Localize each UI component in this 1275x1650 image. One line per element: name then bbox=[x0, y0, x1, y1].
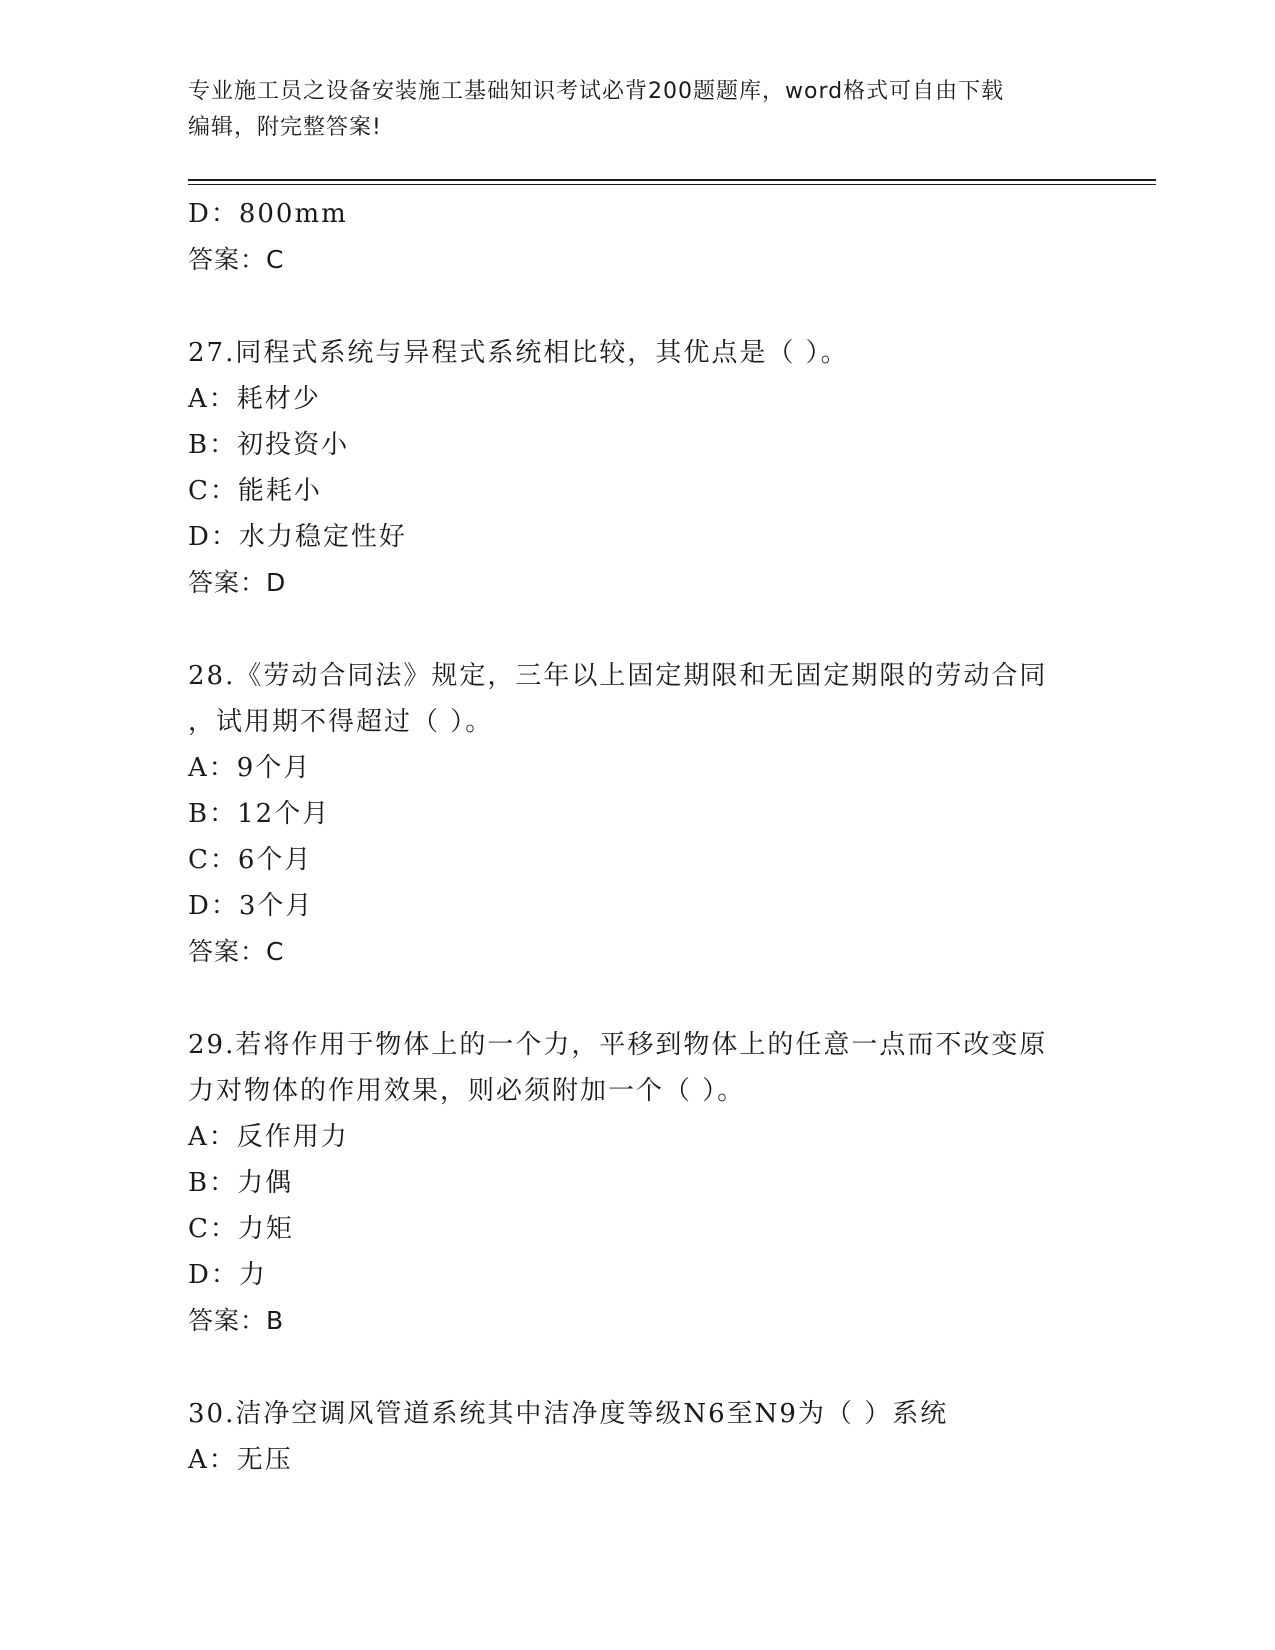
option-c: C：力矩 bbox=[188, 1214, 294, 1244]
option-a: A：无压 bbox=[188, 1445, 293, 1475]
option-b: B：力偶 bbox=[188, 1168, 294, 1198]
option-b: B：12个月 bbox=[188, 799, 331, 829]
document-header bbox=[188, 74, 1088, 146]
option-d: D：力 bbox=[188, 1260, 267, 1290]
option-d: D：800mm bbox=[188, 199, 348, 229]
header-divider-thin bbox=[188, 184, 1156, 185]
spacer bbox=[188, 1344, 1088, 1391]
question-29 bbox=[188, 1022, 1088, 1344]
option-c: C：6个月 bbox=[188, 845, 313, 875]
answer-line: 答案：B bbox=[188, 1306, 285, 1335]
question-28 bbox=[188, 653, 1088, 975]
question-text: 27.同程式系统与异程式系统相比较，其优点是（ ）。 bbox=[188, 338, 849, 368]
spacer bbox=[188, 975, 1088, 1022]
question-text: 28.《劳动合同法》规定，三年以上固定期限和无固定期限的劳动合同 bbox=[188, 661, 1048, 691]
spacer bbox=[188, 283, 1088, 330]
option-d: D：3个月 bbox=[188, 891, 314, 921]
option-d: D：水力稳定性好 bbox=[188, 522, 407, 552]
option-a: A：9个月 bbox=[188, 753, 312, 783]
answer-line: 答案：D bbox=[188, 568, 287, 597]
question-30 bbox=[188, 1391, 1088, 1483]
answer-line: 答案：C bbox=[188, 245, 285, 274]
question-text: 29.若将作用于物体上的一个力，平移到物体上的任意一点而不改变原 bbox=[188, 1030, 1048, 1060]
spacer bbox=[188, 606, 1088, 653]
header-divider-thick bbox=[188, 179, 1156, 181]
question-27 bbox=[188, 330, 1088, 606]
question-list bbox=[188, 191, 1088, 1483]
option-a: A：耗材少 bbox=[188, 384, 321, 414]
header-line-1: 专业施工员之设备安装施工基础知识考试必背200题题库，word格式可自由下载 bbox=[188, 79, 1005, 104]
option-b: B：初投资小 bbox=[188, 430, 350, 460]
header-line-2: 编辑，附完整答案! bbox=[188, 115, 382, 140]
option-a: A：反作用力 bbox=[188, 1122, 349, 1152]
question-text: 30.洁净空调风管道系统其中洁净度等级N6至N9为（ ）系统 bbox=[188, 1399, 949, 1429]
question-text-continued: 力对物体的作用效果，则必须附加一个（ ）。 bbox=[188, 1076, 746, 1106]
question-text-continued: ，试用期不得超过（ ）。 bbox=[188, 707, 494, 737]
option-c: C：能耗小 bbox=[188, 476, 322, 506]
answer-line: 答案：C bbox=[188, 937, 285, 966]
